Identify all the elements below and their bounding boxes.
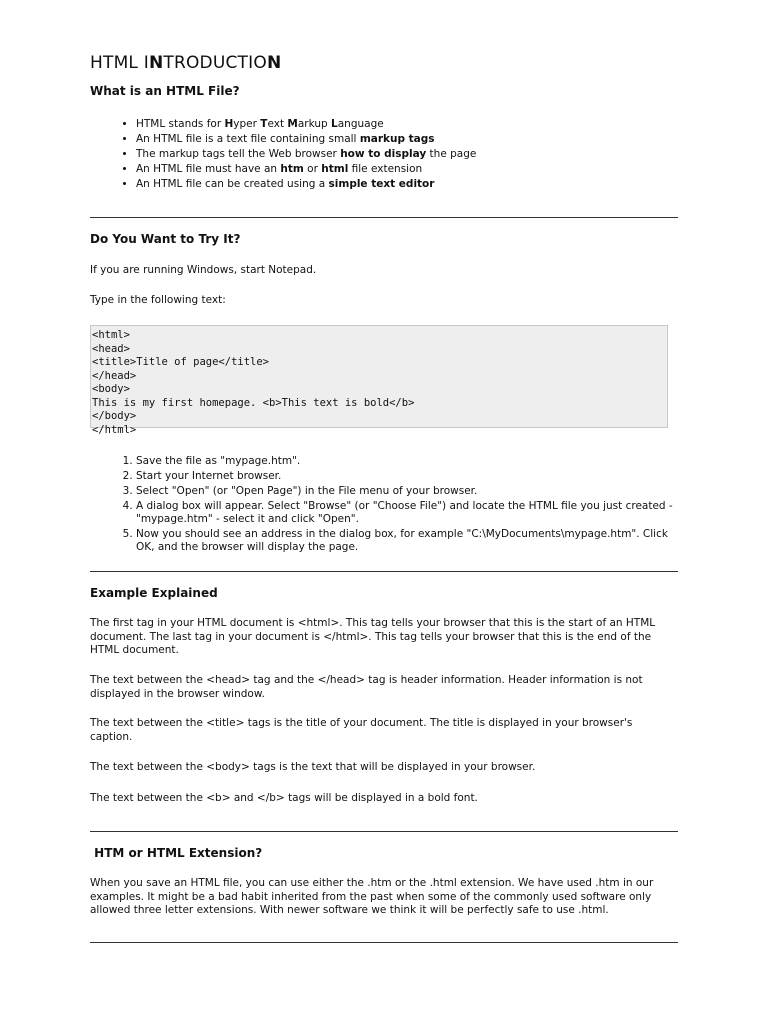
paragraph: The text between the <b> and </b> tags will be displayed in a bold font. [90, 792, 478, 804]
list-item: 5. Now you should see an address in the dialog box, for example "C:\MyDocuments\mypage.htm". Click OK, and the browser will display the page. [136, 528, 676, 554]
code-line: </html> [92, 423, 137, 436]
instruction-text: Type in the following text: [90, 294, 226, 306]
paragraph: When you save an HTML file, you can use either the .htm or the .html extension. We have used .htm in our examples. It might be a bad habit inherited from the past when some of the commonly used software only allowed three letter extensions. With newer software we think it will be perfectly safe to use .html. [90, 877, 654, 916]
definition-list [90, 117, 476, 192]
code-line: <html> [92, 329, 130, 341]
code-line: </head> [92, 369, 137, 382]
paragraph: The text between the <head> tag and the </head> tag is header information. Header information is not displayed in the browser window. [90, 674, 643, 700]
code-line: </body> [92, 410, 137, 422]
code-example-box [90, 325, 668, 436]
intro-text: If you are running Windows, start Notepad. [90, 264, 317, 276]
list-item: • An HTML file must have an htm or html file extension [136, 162, 476, 177]
list-item: 1. Save the file as "mypage.htm". [136, 455, 676, 468]
code-line: <body> [92, 383, 130, 395]
section-heading-explained: Example Explained [90, 586, 218, 600]
divider [90, 831, 678, 832]
divider [90, 217, 678, 218]
section-heading-what-is: What is an HTML File? [90, 84, 240, 98]
paragraph: The first tag in your HTML document is <html>. This tag tells your browser that this is the start of an HTML document. The last tag in your document is </html>. This tag tells your browser that this is the end of the HTML document. [90, 617, 656, 656]
list-item: • HTML stands for Hyper Text Markup Language [136, 117, 476, 132]
paragraph: The text between the <title> tags is the title of your document. The title is displayed in your browser's caption. [90, 717, 633, 743]
list-item: 3. Select "Open" (or "Open Page") in the File menu of your browser. [136, 485, 676, 498]
list-item: 4. A dialog box will appear. Select "Browse" (or "Choose File") and locate the HTML file you just created - "mypage.htm" - select it and click "Open". [136, 500, 676, 526]
list-item: • An HTML file can be created using a simple text editor [136, 177, 476, 192]
code-line: <title>Title of page</title> [92, 356, 270, 368]
divider [90, 942, 678, 943]
steps-list [90, 455, 676, 556]
list-item: • An HTML file is a text file containing small markup tags [136, 132, 476, 147]
code-line: <head> [92, 342, 130, 355]
list-item: • The markup tags tell the Web browser how to display the page [136, 147, 476, 162]
page-title: HTML INTRODUCTION [90, 53, 282, 73]
section-heading-extension: HTM or HTML Extension? [90, 846, 263, 860]
list-item: 2. Start your Internet browser. [136, 470, 676, 483]
section-heading-try-it: Do You Want to Try It? [90, 232, 241, 246]
divider [90, 571, 678, 572]
paragraph: The text between the <body> tags is the text that will be displayed in your browser. [90, 761, 536, 773]
code-line: This is my first homepage. <b>This text is bold</b> [92, 396, 415, 409]
